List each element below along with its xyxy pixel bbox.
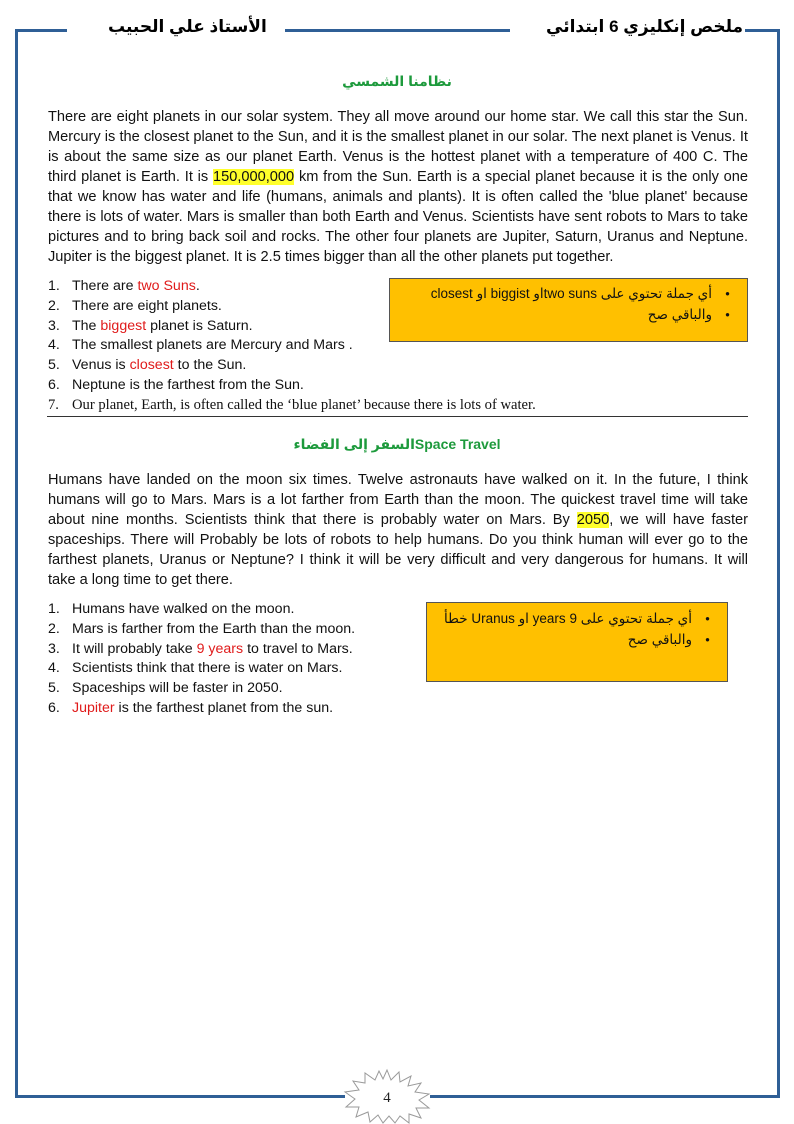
list-item [48, 640, 355, 660]
list-item [48, 620, 355, 640]
item-text: There are [72, 278, 138, 294]
item-key-word: two Suns [137, 278, 196, 294]
item-text: Venus is [72, 357, 130, 374]
item-text: to the Sun. [173, 357, 247, 374]
item-text: Our planet, Earth, is often called the ‘blue planet’ because there is lots of water. [72, 396, 536, 413]
item-text: planet is Saturn. [146, 317, 253, 334]
item-key-word: biggest [100, 317, 147, 334]
frame-bottom-right [430, 1095, 780, 1098]
passage-text: Humans have landed on the moon six times. Twelve astronauts have walked on it. In the future, I think humans will go to Mars. Mars is a lot farther from Earth than the moon. The quickest travel time will take about nine months. Scientists think that there is probably water on Mars. By [48, 472, 748, 528]
item-number: 6. [48, 376, 60, 393]
item-text: Spaceships will be faster in 2050. [72, 680, 283, 697]
list-item [48, 699, 355, 719]
passage-text: , we will have faster spaceships. There will Probably be lots of robots to help humans. Do you think human will ever go to the farthest planets, Uranus or Neptune? I think it will be very difficult and very dangerous for humans. It will take a long time to get there. [48, 512, 748, 588]
item-key-word: 9 years [196, 640, 244, 657]
list-item [48, 679, 355, 699]
frame-right [777, 29, 780, 1098]
item-text: is the farthest planet from the sun. [114, 699, 334, 716]
reading-passage-space-travel [48, 470, 748, 590]
reading-passage-solar-system [48, 107, 748, 267]
item-key-word: closest [129, 357, 174, 374]
list-item [48, 396, 536, 416]
item-number: 1. [48, 278, 60, 294]
frame-left [15, 29, 18, 1098]
item-number: 6. [48, 699, 60, 716]
list-item [48, 600, 355, 620]
item-text: It will probably take [72, 640, 197, 657]
passage-text: There are eight planets in our solar system. They all move around our home star. We call this star the Sun. Mercury is the closest planet to the Sun, and it is the smallest planet in our solar. The next planet is Venus. It is about the same size as our planet Earth. Venus is the hottest planet with a temperature of 400 C. The third planet is Earth. It is [48, 109, 748, 185]
item-text: Neptune is the farthest from the Sun. [72, 376, 304, 393]
statement-list-space-travel [48, 600, 355, 719]
note-item: ● والباقي صح [427, 629, 722, 650]
item-text: . [195, 278, 200, 294]
frame-bottom-left [15, 1095, 345, 1098]
note-item: ● أي جملة تحتوي على 9 years او Uranus خطأ [427, 608, 722, 629]
item-number: 1. [48, 601, 60, 617]
page-number: 4 [383, 1090, 391, 1106]
item-text: The [72, 317, 101, 334]
frame-top-right [745, 29, 780, 32]
item-text: Humans have walked on the moon. [72, 601, 295, 617]
subject-title: ملخص إنكليزي 6 ابتدائي [546, 17, 744, 36]
item-number: 4. [48, 337, 60, 354]
list-item [48, 659, 355, 679]
section-title-solar-system: نظامنا الشمسي [342, 73, 452, 89]
item-number: 7. [48, 396, 59, 413]
section-title-space-travel: السفر إلى الفضاءSpace Travel [293, 436, 501, 452]
item-number: 3. [48, 317, 60, 334]
item-text: Mars is farther from the Earth than the moon. [72, 620, 356, 637]
frame-top-left [15, 29, 67, 32]
answer-note-box [389, 278, 748, 342]
item-number: 2. [48, 620, 60, 637]
item-number: 3. [48, 640, 60, 657]
item-text: Scientists think that there is water on Mars. [72, 660, 343, 677]
highlighted-number: 2050 [576, 512, 610, 528]
item-text: There are eight planets. [72, 297, 222, 314]
item-text: to travel to Mars. [243, 640, 353, 657]
item-number: 2. [48, 297, 60, 314]
highlighted-number: 150,000,000 [212, 169, 295, 185]
item-number: 5. [48, 680, 60, 697]
item-number: 4. [48, 660, 60, 677]
item-text: The smallest planets are Mercury and Mars . [72, 337, 353, 354]
passage-text: km from the Sun. Earth is a special planet because it is the only one that we know has water and life (humans, animals and plants). It is often called the 'blue planet' because there is lots of water. Mars is smaller than both Earth and Venus. Scientists have sent robots to Mars to take pictures and to bring back soil and rocks. The other four planets are Jupiter, Saturn, Uranus and Neptune. Jupiter is the biggest planet. It is 2.5 times bigger than all the other planets put together. [48, 169, 748, 265]
teacher-name: الأستاذ علي الحبيب [108, 17, 267, 36]
note-item: ● أي جملة تحتوي على two sunsاو biggist او closest [390, 283, 742, 304]
list-item [48, 356, 536, 376]
section-divider [47, 416, 748, 417]
item-number: 5. [48, 357, 60, 374]
item-key-word: Jupiter [72, 699, 115, 716]
note-item: ● والباقي صح [390, 304, 742, 325]
list-item [48, 376, 536, 396]
frame-top-middle [285, 29, 510, 32]
answer-note-box [426, 602, 728, 682]
